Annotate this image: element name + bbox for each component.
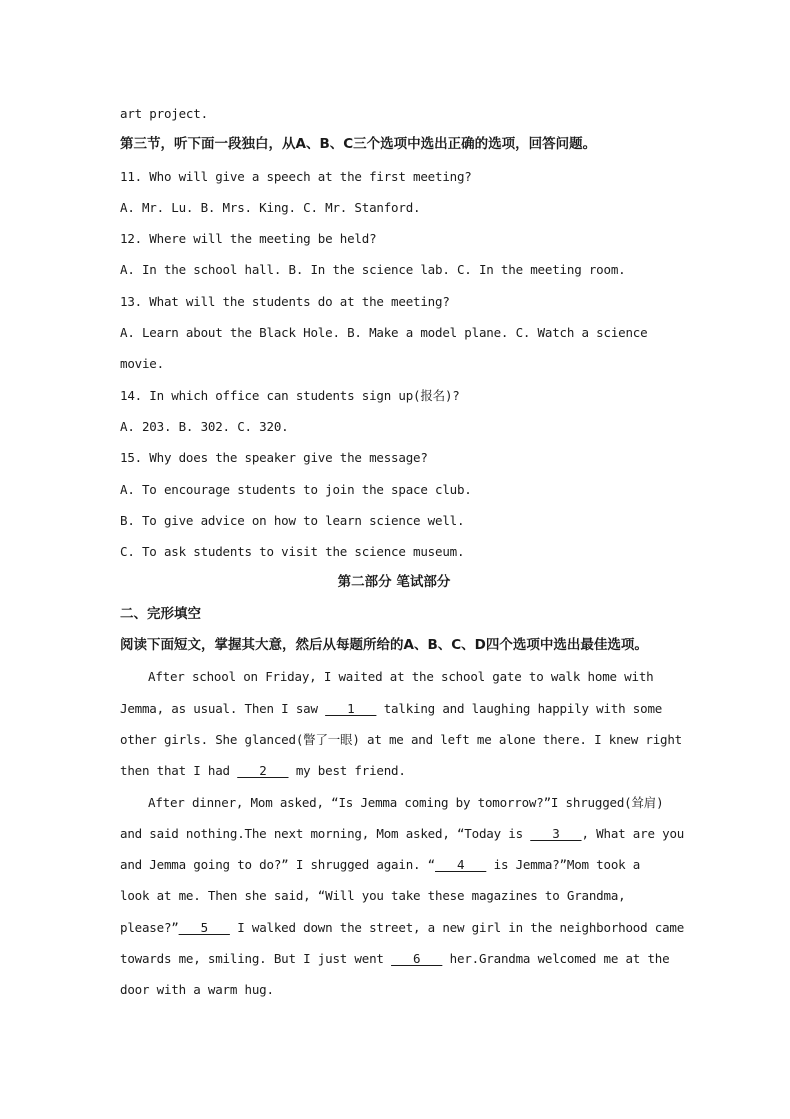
question-12 <box>120 223 668 286</box>
question-13 <box>120 286 668 380</box>
text-span: and said nothing.The next morning, Mom asked, “Today is <box>120 825 531 841</box>
question-text: 15. Why does the speaker give the message? <box>120 450 428 466</box>
question-text: 12. Where will the meeting be held? <box>120 231 377 247</box>
passage-line: After dinner, Mom asked, “Is Jemma coming by tomorrow?”I shrugged(耸肩) <box>148 794 664 810</box>
text-span: and Jemma going to do?” I shrugged again. “ <box>120 857 436 873</box>
exam-page <box>120 98 685 1006</box>
text-span: I walked down the street, a new girl in the neighborhood came <box>229 919 685 935</box>
question-15 <box>120 442 668 567</box>
text-span: please?” <box>120 919 179 935</box>
passage-paragraph-1 <box>120 661 682 786</box>
passage-line <box>120 912 685 943</box>
question-11 <box>120 161 668 224</box>
blank-4: 4 <box>435 857 487 873</box>
question-options: A. Learn about the Black Hole. B. Make a model plane. C. Watch a science <box>120 325 648 341</box>
continuation-text: art project. <box>120 106 208 121</box>
text-span: towards me, smiling. But I just went <box>120 951 392 967</box>
question-options-continued: movie. <box>120 356 164 372</box>
passage-paragraph-2 <box>120 787 685 1006</box>
passage-line <box>120 818 685 849</box>
text-span: talking and laughing happily with some <box>376 700 663 716</box>
question-options: A. In the school hall. B. In the science lab. C. In the meeting room. <box>120 262 626 278</box>
text-span: then that I had <box>120 763 238 779</box>
text-span: Jemma, as usual. Then I saw <box>120 700 326 716</box>
option-b: B. To give advice on how to learn science well. <box>120 512 465 528</box>
passage-line <box>120 849 668 880</box>
question-14 <box>120 380 668 443</box>
option-a: A. To encourage students to join the space club. <box>120 481 472 497</box>
option-c: C. To ask students to visit the science museum. <box>120 544 465 560</box>
question-options: A. Mr. Lu. B. Mrs. King. C. Mr. Stanford. <box>120 199 421 215</box>
section3-heading: 第三节，听下面一段独白，从A、B、C三个选项中选出正确的选项，回答问题。 <box>120 136 597 153</box>
passage-line <box>120 943 668 974</box>
blank-6: 6 <box>391 951 443 967</box>
blank-2: 2 <box>237 763 289 779</box>
text-span: my best friend. <box>288 763 406 779</box>
passage-line: After school on Friday, I waited at the school gate to walk home with <box>148 669 654 685</box>
question-options: A. 203. B. 302. C. 320. <box>120 418 289 434</box>
part2-title: 第二部分 笔试部分 <box>337 574 451 591</box>
text-span: her.Grandma welcomed me at the <box>442 951 670 967</box>
text-span: , What are you <box>581 825 685 841</box>
blank-5: 5 <box>178 919 230 935</box>
passage-line: other girls. She glanced(瞥了一眼) at me and left me alone there. I knew right <box>120 731 682 747</box>
passage-line <box>120 693 668 724</box>
cloze-instruction: 阅读下面短文，掌握其大意，然后从每题所给的A、B、C、D四个选项中选出最佳选项。 <box>120 637 648 654</box>
question-text: 11. Who will give a speech at the first meeting? <box>120 168 472 184</box>
passage-line: door with a warm hug. <box>120 982 274 998</box>
text-span: is Jemma?”Mom took a <box>486 857 641 873</box>
blank-1: 1 <box>325 700 377 716</box>
question-text: 14. In which office can students sign up(报名)? <box>120 387 460 403</box>
passage-line <box>120 755 668 786</box>
question-text: 13. What will the students do at the meeting? <box>120 293 450 309</box>
blank-3: 3 <box>530 825 582 841</box>
passage-line: look at me. Then she said, “Will you take these magazines to Grandma, <box>120 888 626 904</box>
cloze-section-title: 二、完形填空 <box>120 605 201 622</box>
